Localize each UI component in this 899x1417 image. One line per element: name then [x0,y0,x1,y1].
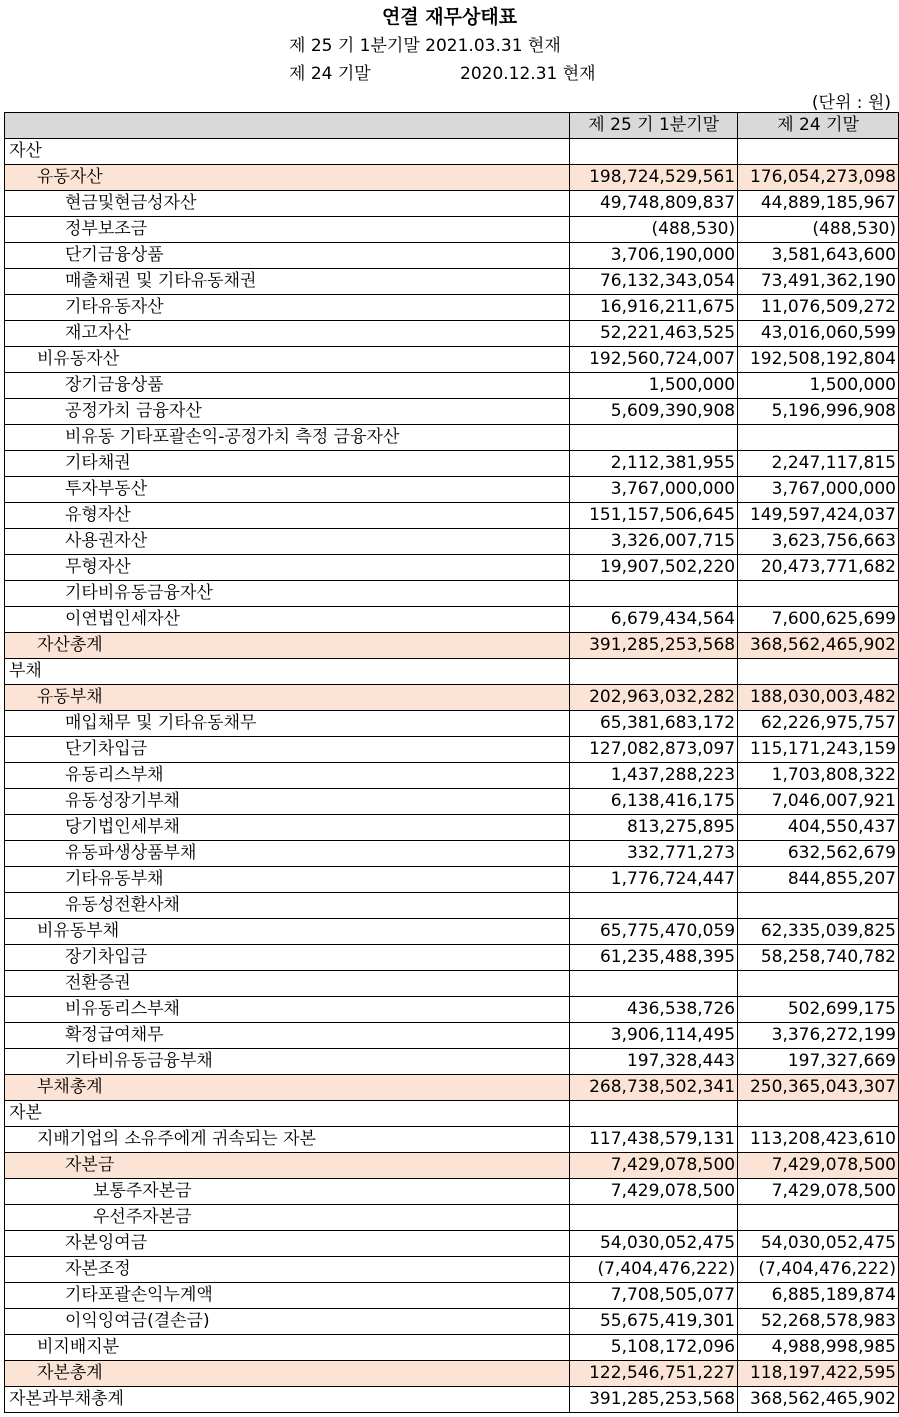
table-row [5,1309,899,1335]
current-value: 76,132,343,054 [570,269,738,295]
prior-value: 149,597,424,037 [738,503,899,529]
prior-value: 43,016,060,599 [738,321,899,347]
current-value: 436,538,726 [570,997,738,1023]
account-label: 전환증권 [5,971,570,997]
current-value [570,893,738,919]
table-row [5,633,899,659]
prior-value: 404,550,437 [738,815,899,841]
current-value: 117,438,579,131 [570,1127,738,1153]
table-row [5,1231,899,1257]
table-row [5,997,899,1023]
table-row [5,217,899,243]
current-value: 3,906,114,495 [570,1023,738,1049]
current-value: 813,275,895 [570,815,738,841]
table-row [5,971,899,997]
prior-value: 176,054,273,098 [738,165,899,191]
account-label: 당기법인세부채 [5,815,570,841]
table-row [5,295,899,321]
prior-value [738,1205,899,1231]
account-label: 기타비유동금융자산 [5,581,570,607]
current-value: 65,381,683,172 [570,711,738,737]
current-value: 198,724,529,561 [570,165,738,191]
table-row [5,815,899,841]
table-row [5,659,899,685]
prior-value: 54,030,052,475 [738,1231,899,1257]
table-row [5,191,899,217]
account-label: 이익잉여금(결손금) [5,1309,570,1335]
prior-value: 502,699,175 [738,997,899,1023]
prior-value: 20,473,771,682 [738,555,899,581]
account-label: 비지배지분 [5,1335,570,1361]
table-row [5,243,899,269]
current-value: 1,776,724,447 [570,867,738,893]
current-value: 268,738,502,341 [570,1075,738,1101]
current-value: 49,748,809,837 [570,191,738,217]
prior-value [738,659,899,685]
account-label: 사용권자산 [5,529,570,555]
prior-value [738,971,899,997]
table-row [5,737,899,763]
account-label: 우선주자본금 [5,1205,570,1231]
prior-value: 44,889,185,967 [738,191,899,217]
account-label: 자본잉여금 [5,1231,570,1257]
prior-value: 11,076,509,272 [738,295,899,321]
table-row [5,269,899,295]
table-row [5,1049,899,1075]
account-label: 비유동리스부채 [5,997,570,1023]
current-value: 391,285,253,568 [570,1387,738,1413]
account-label: 장기금융상품 [5,373,570,399]
account-label: 자본 [5,1101,570,1127]
current-value: 3,706,190,000 [570,243,738,269]
table-row [5,399,899,425]
account-label: 자본과부채총계 [5,1387,570,1413]
table-row [5,789,899,815]
account-label: 무형자산 [5,555,570,581]
account-label: 자본조정 [5,1257,570,1283]
account-label: 정부보조금 [5,217,570,243]
period-prior-date: 2020.12.31 현재 [460,64,596,84]
table-row [5,945,899,971]
table-row [5,841,899,867]
table-row [5,139,899,165]
table-row [5,581,899,607]
prior-value: 5,196,996,908 [738,399,899,425]
table-row [5,919,899,945]
account-label: 자본총계 [5,1361,570,1387]
prior-value: 115,171,243,159 [738,737,899,763]
current-value: 192,560,724,007 [570,347,738,373]
table-row [5,1075,899,1101]
account-label: 유형자산 [5,503,570,529]
account-label: 기타유동부채 [5,867,570,893]
current-value: 5,609,390,908 [570,399,738,425]
header-account [5,113,570,139]
account-label: 유동성전환사채 [5,893,570,919]
current-value: 7,429,078,500 [570,1153,738,1179]
prior-value: 632,562,679 [738,841,899,867]
table-row [5,1101,899,1127]
current-value: 55,675,419,301 [570,1309,738,1335]
account-label: 현금및현금성자산 [5,191,570,217]
table-row [5,1257,899,1283]
account-label: 비유동자산 [5,347,570,373]
current-value [570,581,738,607]
table-row [5,763,899,789]
current-value: 151,157,506,645 [570,503,738,529]
current-value: 127,082,873,097 [570,737,738,763]
prior-value [738,1101,899,1127]
prior-value [738,139,899,165]
account-label: 자산 [5,139,570,165]
account-label: 부채총계 [5,1075,570,1101]
current-value: 1,500,000 [570,373,738,399]
prior-value: 192,508,192,804 [738,347,899,373]
account-label: 재고자산 [5,321,570,347]
prior-value: 3,767,000,000 [738,477,899,503]
table-header-row [5,113,899,139]
account-label: 기타유동자산 [5,295,570,321]
account-label: 부채 [5,659,570,685]
account-label: 단기차입금 [5,737,570,763]
account-label: 기타채권 [5,451,570,477]
current-value: 6,679,434,564 [570,607,738,633]
prior-value: 250,365,043,307 [738,1075,899,1101]
prior-value: 2,247,117,815 [738,451,899,477]
table-row [5,555,899,581]
prior-value: 197,327,669 [738,1049,899,1075]
account-label: 유동성장기부채 [5,789,570,815]
prior-value: 844,855,207 [738,867,899,893]
account-label: 비유동 기타포괄손익-공정가치 측정 금융자산 [5,425,570,451]
table-row [5,607,899,633]
prior-value: 3,623,756,663 [738,529,899,555]
account-label: 장기차입금 [5,945,570,971]
prior-value: 62,335,039,825 [738,919,899,945]
table-row [5,711,899,737]
current-value: 7,429,078,500 [570,1179,738,1205]
current-value: 54,030,052,475 [570,1231,738,1257]
current-value: 6,138,416,175 [570,789,738,815]
table-row [5,867,899,893]
prior-value: 113,208,423,610 [738,1127,899,1153]
table-row [5,893,899,919]
table-row [5,685,899,711]
current-value: 332,771,273 [570,841,738,867]
current-value: 202,963,032,282 [570,685,738,711]
prior-value: 4,988,998,985 [738,1335,899,1361]
current-value: 122,546,751,227 [570,1361,738,1387]
table-row [5,321,899,347]
prior-value: 188,030,003,482 [738,685,899,711]
table-row [5,1361,899,1387]
account-label: 유동부채 [5,685,570,711]
current-value: 3,326,007,715 [570,529,738,555]
current-value: 65,775,470,059 [570,919,738,945]
account-label: 기타비유동금융부채 [5,1049,570,1075]
prior-value: 1,500,000 [738,373,899,399]
period-prior-label: 제 24 기말 [289,64,371,84]
balance-sheet-table [4,112,899,1413]
account-label: 기타포괄손익누계액 [5,1283,570,1309]
table-row [5,477,899,503]
account-label: 보통주자본금 [5,1179,570,1205]
period-current: 제 25 기 1분기말 2021.03.31 현재 [289,36,561,56]
prior-value: 3,376,272,199 [738,1023,899,1049]
header-prior: 제 24 기말 [738,113,899,139]
current-value: 5,108,172,096 [570,1335,738,1361]
account-label: 자본금 [5,1153,570,1179]
table-row [5,425,899,451]
current-value [570,425,738,451]
prior-value: 58,258,740,782 [738,945,899,971]
table-row [5,1127,899,1153]
prior-value [738,581,899,607]
current-value: 52,221,463,525 [570,321,738,347]
current-value [570,1205,738,1231]
current-value: 1,437,288,223 [570,763,738,789]
prior-value: 1,703,808,322 [738,763,899,789]
table-row [5,1335,899,1361]
current-value [570,971,738,997]
prior-value: (488,530) [738,217,899,243]
table-row [5,165,899,191]
table-row [5,1179,899,1205]
current-value: 391,285,253,568 [570,633,738,659]
prior-value: (7,404,476,222) [738,1257,899,1283]
prior-value [738,893,899,919]
prior-value: 7,429,078,500 [738,1153,899,1179]
prior-value: 3,581,643,600 [738,243,899,269]
account-label: 지배기업의 소유주에게 귀속되는 자본 [5,1127,570,1153]
prior-value: 7,429,078,500 [738,1179,899,1205]
account-label: 매출채권 및 기타유동채권 [5,269,570,295]
prior-value: 368,562,465,902 [738,633,899,659]
table-row [5,1153,899,1179]
table-row [5,1205,899,1231]
account-label: 이연법인세자산 [5,607,570,633]
current-value: 3,767,000,000 [570,477,738,503]
prior-value: 73,491,362,190 [738,269,899,295]
table-row [5,529,899,555]
current-value [570,659,738,685]
account-label: 공정가치 금융자산 [5,399,570,425]
table-row [5,1283,899,1309]
prior-value: 7,600,625,699 [738,607,899,633]
current-value: 7,708,505,077 [570,1283,738,1309]
prior-value: 52,268,578,983 [738,1309,899,1335]
prior-value: 6,885,189,874 [738,1283,899,1309]
account-label: 투자부동산 [5,477,570,503]
account-label: 매입채무 및 기타유동채무 [5,711,570,737]
current-value: 61,235,488,395 [570,945,738,971]
table-row [5,451,899,477]
account-label: 비유동부채 [5,919,570,945]
current-value [570,139,738,165]
current-value: 16,916,211,675 [570,295,738,321]
table-row [5,1387,899,1413]
current-value: (7,404,476,222) [570,1257,738,1283]
prior-value: 118,197,422,595 [738,1361,899,1387]
statement-title: 연결 재무상태표 [381,6,518,28]
account-label: 유동리스부채 [5,763,570,789]
account-label: 확정급여채무 [5,1023,570,1049]
current-value: 197,328,443 [570,1049,738,1075]
table-row [5,373,899,399]
prior-value [738,425,899,451]
prior-value: 368,562,465,902 [738,1387,899,1413]
prior-value: 62,226,975,757 [738,711,899,737]
header-current: 제 25 기 1분기말 [570,113,738,139]
account-label: 유동자산 [5,165,570,191]
table-row [5,503,899,529]
unit-label: (단위 : 원) [811,93,891,113]
prior-value: 7,046,007,921 [738,789,899,815]
current-value: 19,907,502,220 [570,555,738,581]
current-value: (488,530) [570,217,738,243]
current-value: 2,112,381,955 [570,451,738,477]
account-label: 자산총계 [5,633,570,659]
table-row [5,347,899,373]
account-label: 단기금융상품 [5,243,570,269]
table-row [5,1023,899,1049]
current-value [570,1101,738,1127]
account-label: 유동파생상품부채 [5,841,570,867]
